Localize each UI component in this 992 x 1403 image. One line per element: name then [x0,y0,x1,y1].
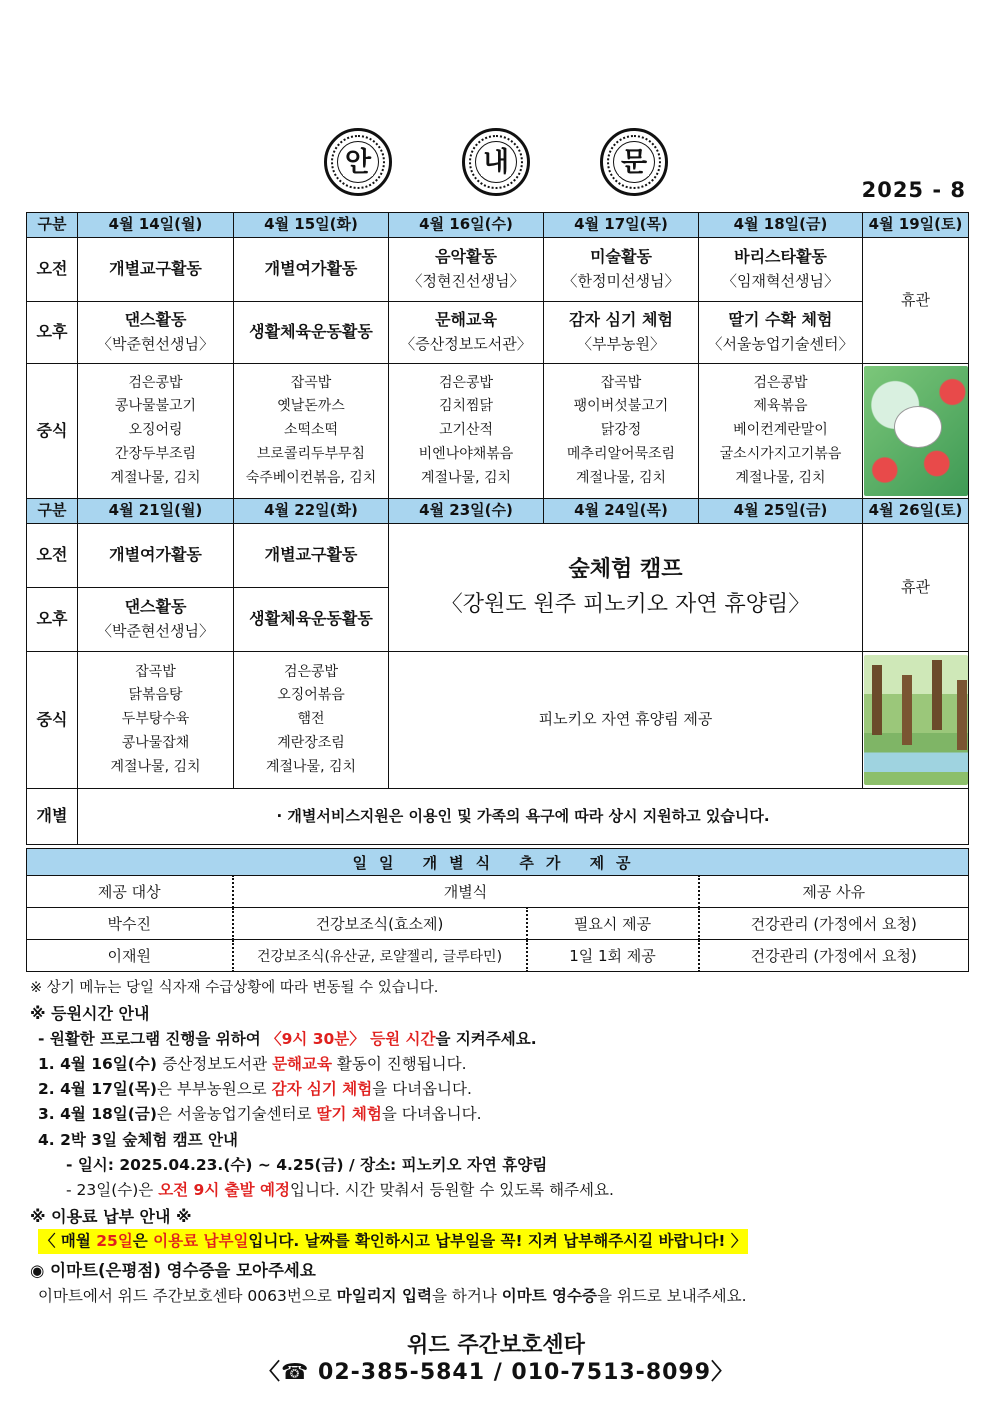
notice-section [30,976,970,1309]
menu-cell [78,652,234,789]
table-row [27,940,969,972]
menu-item: 검은콩밥 [753,374,808,391]
header-cell: 구분 [27,499,78,524]
camp-departure [30,1178,970,1203]
camp-date: - 일시: 2025.04.23.(수) ~ 4.25(금) / 장소: 피노키오 자연 휴양림 [66,1156,548,1175]
fee-pre: 〈 매월 [40,1231,97,1250]
item-mid: 은 부부농원으로 [156,1080,272,1099]
title-seal-2: 내 [462,128,530,196]
menu-item: 소떡소떡 [283,422,339,439]
menu-item: 콩나물불고기 [114,398,197,415]
fee-line [30,1229,970,1254]
menu-item: 잡곡밥 [135,663,176,680]
row-label-am: 오전 [27,524,78,588]
activity-name: 개별교구활동 [109,259,202,279]
activity-name: 문해교육 [435,310,497,330]
forest-illustration [864,655,968,785]
item-red: 딸기 체험 [316,1105,382,1124]
title-seal-1: 안 [324,128,392,196]
camp-place: 〈강원도 원주 피노키오 자연 휴양림〉 [440,591,811,617]
header-cell: 4월 25일(금) [699,499,863,524]
menu-cell [389,364,544,499]
menu-cell [699,364,863,499]
activity-name: 생활체육운동활동 [249,322,373,342]
item-red: 문해교육 [272,1054,332,1073]
camp-cell [389,524,863,652]
activity-name: 개별여가활동 [264,259,358,279]
menu-item: 고기산적 [438,422,494,439]
menu-item: 계란장조림 [277,734,345,751]
menu-item: 두부탕수육 [121,711,190,728]
extra-cell: 건강관리 (가정에서 요청) [699,940,969,972]
illustration-cell [863,364,969,499]
menu-item: 검은콩밥 [283,663,339,680]
activity-name: 댄스활동 [124,597,187,617]
individual-row [27,789,969,845]
menu-item: 오징어볶음 [277,687,345,704]
week1-lunch-row [27,364,969,499]
menu-note: ※ 상기 메뉴는 당일 식자재 수급상황에 따라 변동될 수 있습니다. [30,980,439,996]
attend-pre: - 원활한 프로그램 진행을 위하여 [38,1029,267,1048]
menu-item: 비엔나야채볶음 [418,445,514,462]
activity-cell [699,302,863,364]
closed-cell: 휴관 [863,524,969,652]
menu-item: 숙주베이컨볶음, 김치 [245,469,377,486]
row-label-am: 오전 [27,238,78,302]
individual-text: · 개별서비스지원은 이용인 및 가족의 욕구에 따라 상시 지원하고 있습니다. [78,789,969,845]
activity-cell [234,588,389,652]
activity-cell [544,302,699,364]
fee-red-2: 이용료 납부일 [153,1231,249,1250]
activity-name: 딸기 수확 체험 [728,310,833,330]
header-cell: 4월 26일(토) [863,499,969,524]
activity-cell [78,302,234,364]
header-cell: 4월 18일(금) [699,213,863,238]
extra-cell: 건강관리 (가정에서 요청) [699,908,969,940]
week2-am-row [27,524,969,588]
header-cell: 4월 21일(월) [78,499,234,524]
strawberry-illustration [864,366,968,496]
attend-title: ※ 등원시간 안내 [30,1004,150,1024]
emart-bold-2: 이마트 영수증 [501,1286,597,1305]
row-label-pm: 오후 [27,302,78,364]
activity-instructor: 〈증산정보도서관〉 [400,335,532,354]
activity-instructor: 〈한정미선생님〉 [562,272,680,291]
title-seal-3: 문 [600,128,668,196]
schedule-table [26,212,969,845]
extra-cell: 박수진 [27,908,233,940]
extra-header: 제공 대상 [27,876,233,908]
menu-item: 계절나물, 김치 [110,758,201,775]
row-label-lunch: 중식 [27,364,78,499]
activity-name: 개별여가활동 [109,545,202,565]
notice-item-2 [30,1077,970,1102]
menu-item: 메추리알어묵조림 [566,445,676,462]
activity-cell [78,588,234,652]
activity-cell [389,238,544,302]
activity-instructor: 〈박준현선생님〉 [97,335,214,354]
item-mid: 은 서울농업기술센터로 [156,1105,317,1124]
center-phone: 〈☎ 02-385-5841 / 010-7513-8099〉 [257,1360,735,1385]
menu-item: 콩나물잡채 [121,734,190,751]
camp-title: 숲체험 캠프 [568,557,683,583]
fee-highlight [38,1229,748,1254]
item-post: 을 다녀옵니다. [372,1080,472,1099]
activity-cell [234,302,389,364]
menu-item: 계절나물, 김치 [420,469,512,486]
week2-lunch-row [27,652,969,789]
menu-item: 닭강정 [600,422,642,439]
center-name: 위드 주간보호센타 [407,1333,585,1358]
notice-item-1 [30,1052,970,1077]
week1-am-row [27,238,969,302]
extra-cell: 필요시 제공 [527,908,699,940]
header-cell: 구분 [27,213,78,238]
week2-header-row [27,499,969,524]
row-label-lunch: 중식 [27,652,78,789]
emart-post: 을 위드로 보내주세요. [596,1286,747,1305]
activity-name: 개별교구활동 [264,545,358,565]
title-seals [0,128,992,198]
week1-pm-row [27,302,969,364]
extra-header: 개별식 [233,876,699,908]
activity-name: 감자 심기 체험 [569,310,673,330]
menu-item: 브로콜리두부무침 [256,445,366,462]
header-cell: 4월 24일(목) [544,499,699,524]
dep-pre: - 23일(수)은 [66,1181,159,1200]
emart-mid: 을 하거나 [431,1286,502,1305]
menu-item: 닭볶음탕 [128,687,183,704]
emart-bold-1: 마일리지 입력 [336,1286,432,1305]
activity-cell [234,238,389,302]
header-cell: 4월 23일(수) [389,499,544,524]
emart-title: ◉ 이마트(은평점) 영수증을 모아주세요 [30,1261,316,1281]
activity-name: 바리스타활동 [734,247,827,267]
illustration-cell [863,652,969,789]
menu-cell [234,364,389,499]
item-post: 을 다녀옵니다. [381,1105,482,1124]
item-pre: 3. 4월 18일(금) [38,1105,157,1124]
fee-red-1: 25일 [96,1231,133,1250]
header-cell: 4월 15일(화) [234,213,389,238]
menu-item: 잡곡밥 [600,374,642,391]
header-cell: 4월 14일(월) [78,213,234,238]
activity-name: 댄스활동 [124,310,187,330]
issue-number: 2025 - 8 [861,178,966,202]
dep-red: 오전 9시 출발 예정 [158,1181,290,1200]
table-row [27,908,969,940]
menu-item: 오징어링 [128,422,183,439]
activity-instructor: 〈임재혁선생님〉 [722,272,839,291]
activity-name: 생활체육운동활동 [249,609,373,629]
notice-item-3 [30,1102,970,1127]
menu-item: 베이컨계란말이 [733,422,828,439]
header-cell: 4월 22일(화) [234,499,389,524]
menu-item: 김치찜닭 [438,398,494,415]
notice-item-4: 4. 2박 3일 숲체험 캠프 안내 [38,1130,238,1149]
menu-item: 계절나물, 김치 [265,758,357,775]
extra-cell: 건강보조식(유산균, 로얄젤리, 글루타민) [233,940,527,972]
extra-cell: 이재원 [27,940,233,972]
extra-cell: 건강보조식(효소제) [233,908,527,940]
activity-cell [78,524,234,588]
menu-item: 검은콩밥 [438,374,494,391]
camp-lunch-cell: 피노키오 자연 휴양림 제공 [389,652,863,789]
dep-post: 입니다. 시간 맞춰서 등원할 수 있도록 해주세요. [289,1181,614,1200]
extra-cell: 1일 1회 제공 [527,940,699,972]
extra-meal-table [26,848,969,972]
fee-mid: 은 [132,1231,154,1250]
menu-cell [234,652,389,789]
menu-item: 검은콩밥 [128,374,183,391]
menu-cell [544,364,699,499]
attend-post: 을 지켜주세요. [435,1029,537,1048]
closed-cell: 휴관 [863,238,969,364]
menu-item: 햄전 [297,711,325,728]
menu-cell [78,364,234,499]
item-pre: 2. 4월 17일(목) [38,1080,157,1099]
extra-title: 일일 개별식 추가 제공 [27,849,969,876]
row-label-pm: 오후 [27,588,78,652]
activity-cell [234,524,389,588]
item-pre: 1. 4월 16일(수) [38,1054,163,1073]
activity-name: 음악활동 [435,247,497,267]
emart-pre: 이마트에서 위드 주간보호센타 0063번으로 [38,1286,337,1305]
bunny-illustration [894,406,942,448]
attend-red: 〈9시 30분〉 등원 시간 [266,1029,436,1048]
menu-item: 계절나물, 김치 [735,469,826,486]
header-cell: 4월 19일(토) [863,213,969,238]
header-cell: 4월 17일(목) [544,213,699,238]
activity-cell [389,302,544,364]
item-mid: 증산정보도서관 [162,1054,273,1073]
activity-cell [699,238,863,302]
row-label-individual: 개별 [27,789,78,845]
menu-item: 간장두부조림 [114,445,197,462]
extra-header: 제공 사유 [699,876,969,908]
attend-line [30,1027,970,1052]
emart-line [30,1284,970,1309]
menu-item: 팽이버섯불고기 [573,398,669,415]
activity-cell [544,238,699,302]
menu-item: 옛날돈까스 [277,398,345,415]
item-post: 활동이 진행됩니다. [331,1054,467,1073]
week1-header-row [27,213,969,238]
fee-title: ※ 이용료 납부 안내 ※ [30,1206,192,1226]
activity-cell [78,238,234,302]
fee-post: 입니다. 날짜를 확인하시고 납부일을 꼭! 지켜 납부해주시길 바랍니다! 〉 [248,1231,747,1250]
item-red: 감자 심기 체험 [271,1080,373,1099]
activity-instructor: 〈서울농업기술센터〉 [707,335,854,354]
menu-item: 계절나물, 김치 [110,469,201,486]
menu-item: 제육볶음 [753,398,808,415]
menu-item: 굴소시가지고기볶음 [719,445,842,462]
menu-item: 계절나물, 김치 [575,469,667,486]
header-cell: 4월 16일(수) [389,213,544,238]
activity-instructor: 〈부부농원〉 [577,335,665,354]
activity-instructor: 〈박준현선생님〉 [97,622,214,641]
activity-name: 미술활동 [590,247,652,267]
activity-instructor: 〈정현진선생님〉 [407,272,525,291]
menu-item: 잡곡밥 [290,374,332,391]
